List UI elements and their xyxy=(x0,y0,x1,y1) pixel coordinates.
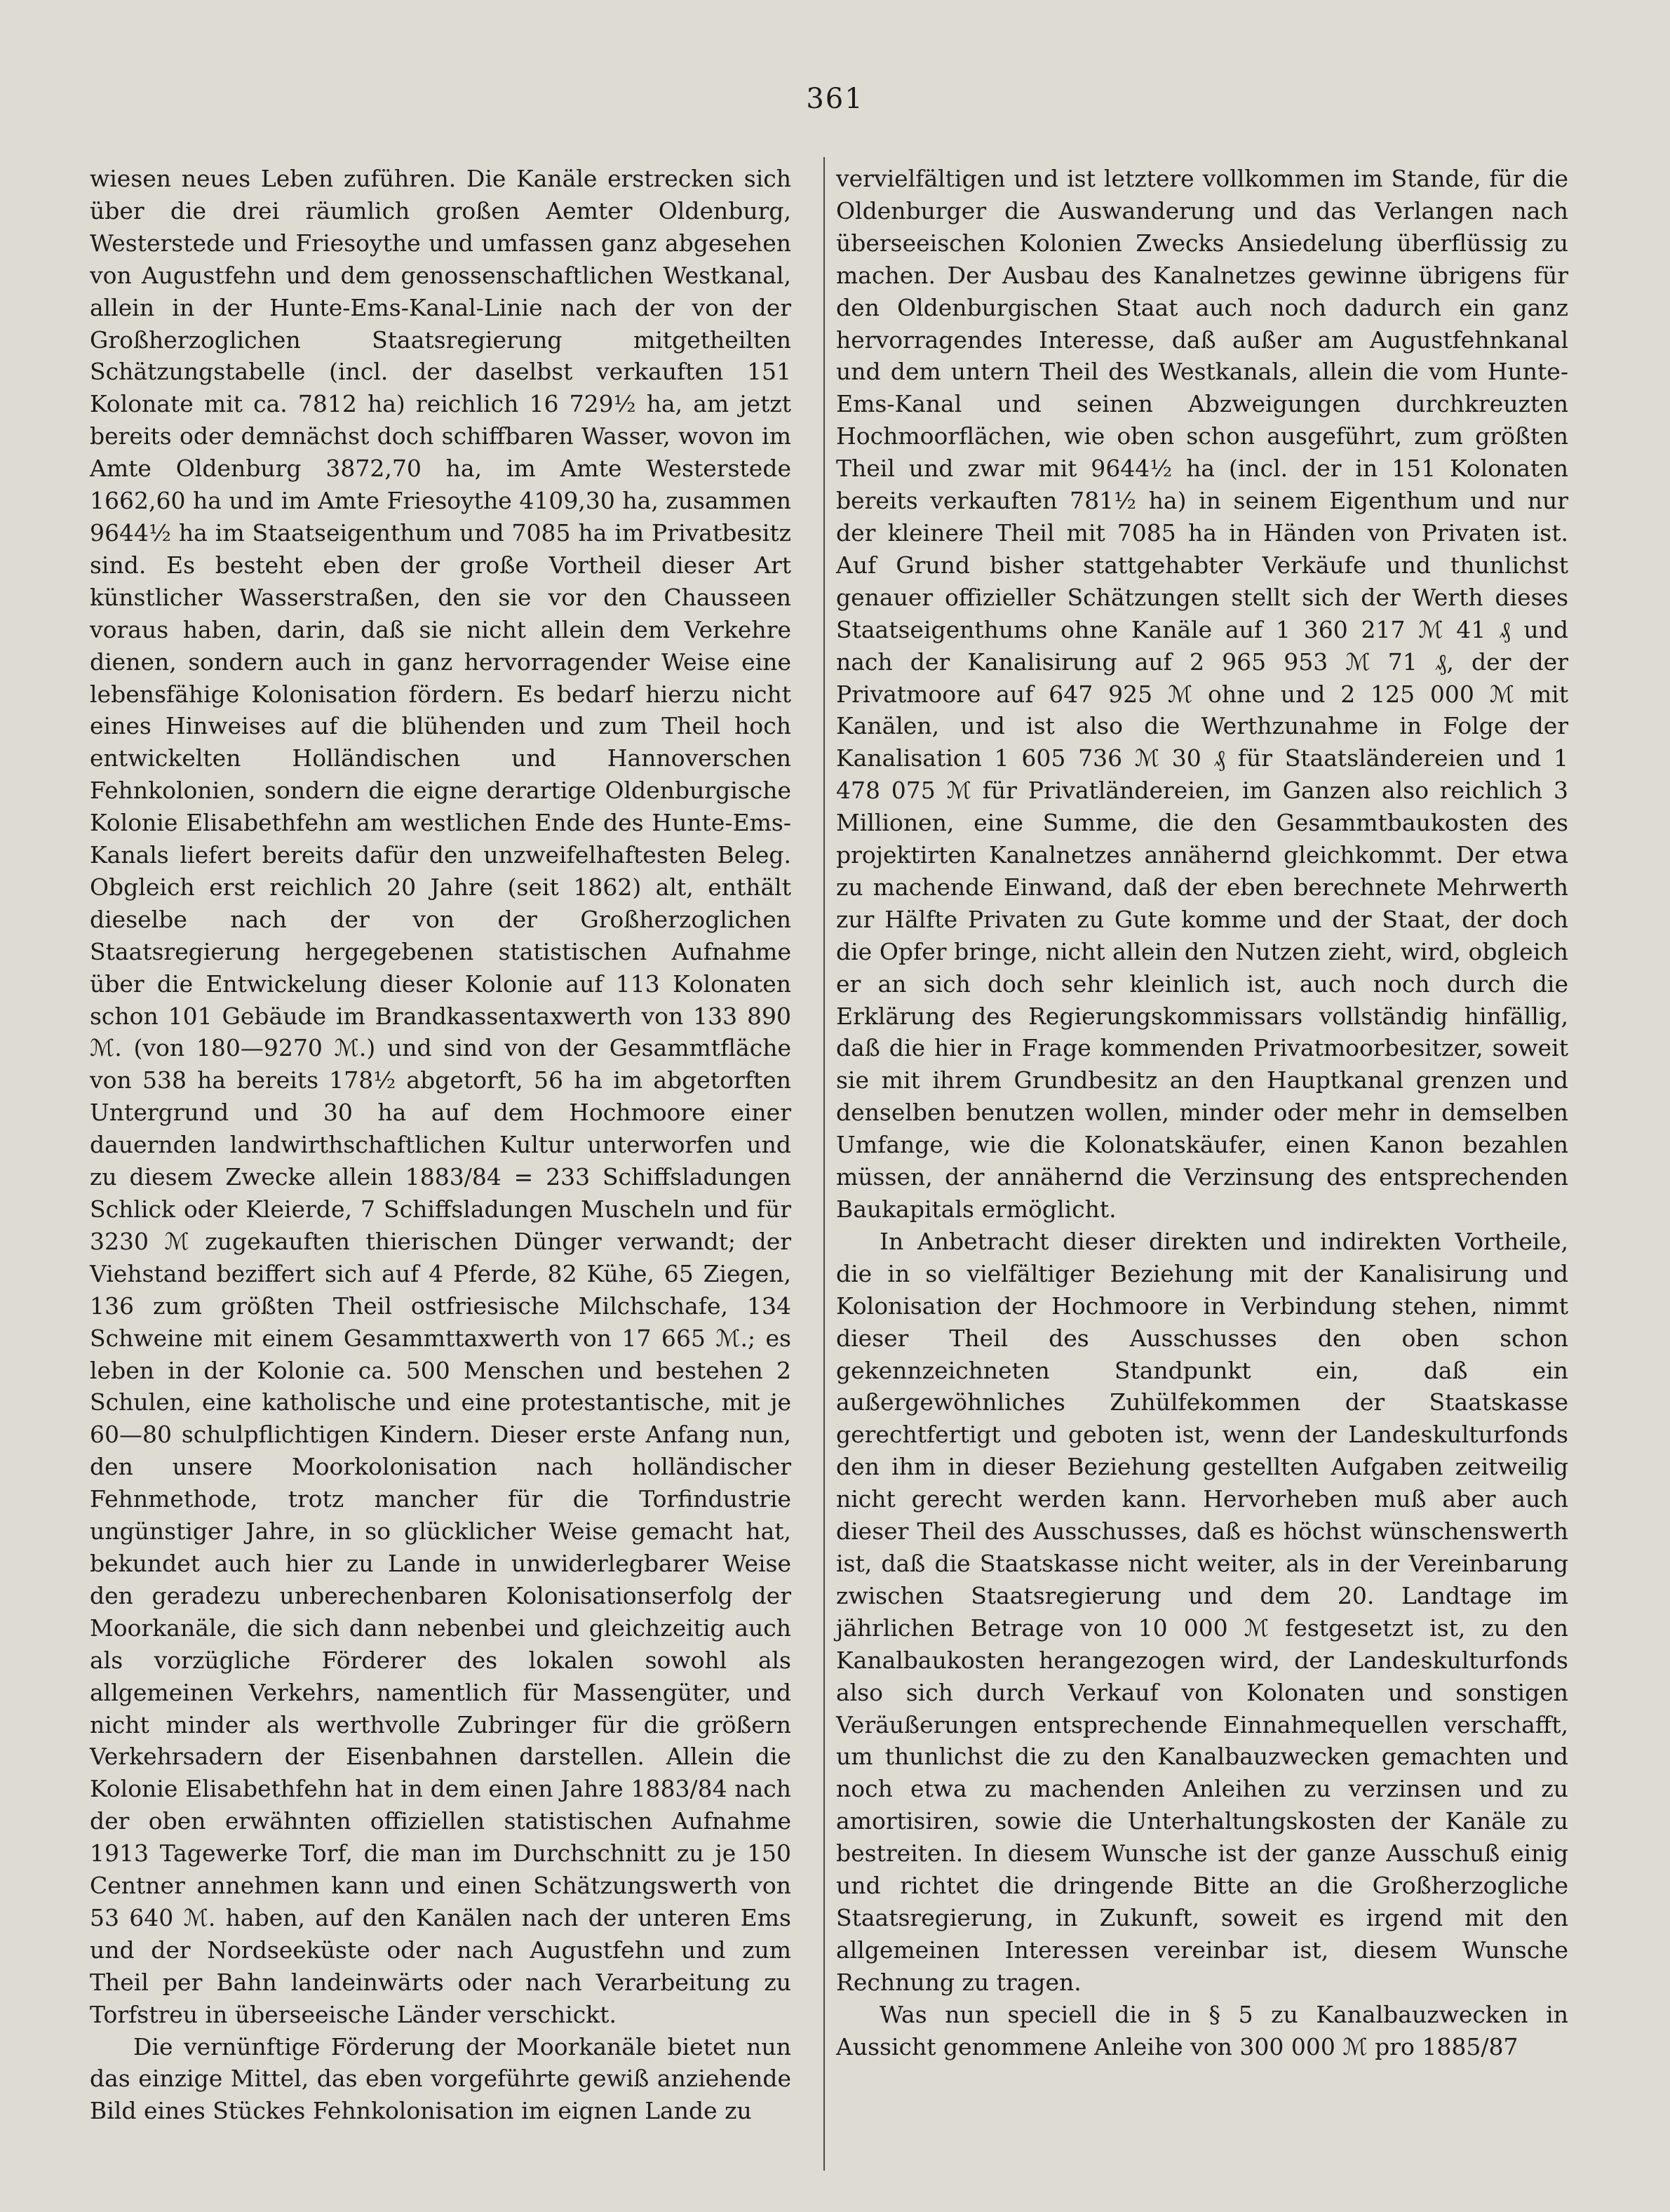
column-divider xyxy=(823,157,825,2171)
paragraph: In Anbetracht dieser direkten und indirekten Vortheile, die in so vielfältiger Beziehung mit der Kanalisirung und Kolonisation der Hochmoore in Verbindung stehen, nimmt dieser Theil des Ausschusses den oben schon gekennzeichneten Standpunkt ein, daß ein außergewöhnliches Zuhülfekommen der Staatskasse gerechtfertigt und geboten ist, wenn der Landeskulturfonds den ihm in dieser Beziehung gestellten Aufgaben zeitweilig nicht gerecht werden kann. Hervorheben muß aber auch dieser Theil des Ausschusses, daß es höchst wünschenswerth ist, daß die Staatskasse nicht weiter, als in der Vereinbarung zwischen Staatsregierung und dem 20. Landtage im jährlichen Betrage von 10 000 ℳ festgesetzt ist, zu den Kanalbaukosten herangezogen wird, der Landeskulturfonds also sich durch Verkauf von Kolonaten und sonstigen Veräußerungen entsprechende Einnahmequellen verschafft, um thunlichst die zu den Kanalbauzwecken gemachten und noch etwa zu machenden Anleihen zu verzinsen und zu amortisiren, sowie die Unterhaltungskosten der Kanäle zu bestreiten. In diesem Wunsche ist der ganze Ausschuß einig und richtet die dringende Bitte an die Großherzogliche Staatsregierung, in Zukunft, soweit es irgend mit den allgemeinen Interessen vereinbar ist, diesem Wunsche Rechnung zu tragen. xyxy=(836,1227,1568,1996)
paragraph: Die vernünftige Förderung der Moorkanäle bietet nun das einzige Mittel, das eben vorgeführte gewiß anziehende Bild eines Stückes Fehnkolonisation im eignen Lande zu xyxy=(90,2032,791,2125)
paragraph: wiesen neues Leben zuführen. Die Kanäle erstrecken sich über die drei räumlich großen Aemter Oldenburg, Westerstede und Friesoythe und umfassen ganz abgesehen von Augustfehn und dem genossenschaftlichen Westkanal, allein in der Hunte-Ems-Kanal-Linie nach der von der Großherzoglichen Staatsregierung mitgetheilten Schätzungstabelle (incl. der daselbst verkauften 151 Kolonate mit ca. 7812 ha) reichlich 16 729½ ha, am jetzt bereits oder demnächst doch schiffbaren Wasser, wovon im Amte Oldenburg 3872,70 ha, im Amte Westerstede 1662,60 ha und im Amte Friesoythe 4109,30 ha, zusammen 9644½ ha im Staatseigenthum und 7085 ha im Privatbesitz sind. Es besteht eben der große Vortheil dieser Art künstlicher Wasserstraßen, den sie vor den Chausseen voraus haben, darin, daß sie nicht allein dem Verkehre dienen, sondern auch in ganz hervorragender Weise eine lebensfähige Kolonisation fördern. Es bedarf hierzu nicht eines Hinweises auf die blühenden und zum Theil hoch entwickelten Holländischen und Hannoverschen Fehnkolonien, sondern die eigne derartige Oldenburgische Kolonie Elisabethfehn am westlichen Ende des Hunte-Ems-Kanals liefert bereits dafür den unzweifelhaftesten Beleg. Obgleich erst reichlich 20 Jahre (seit 1862) alt, enthält dieselbe nach der von der Großherzoglichen Staatsregierung hergegebenen statistischen Aufnahme über die Entwickelung dieser Kolonie auf 113 Kolonaten schon 101 Gebäude im Brandkassentaxwerth von 133 890 ℳ. (von 180—9270 ℳ.) und sind von der Gesammtfläche von 538 ha bereits 178½ abgetorft, 56 ha im abgetorften Untergrund und 30 ha auf dem Hochmoore einer dauernden landwirthschaftlichen Kultur unterworfen und zu diesem Zwecke allein 1883/84 = 233 Schiffsladungen Schlick oder Kleierde, 7 Schiffsladungen Muscheln und für 3230 ℳ zugekauften thierischen Dünger verwandt; der Viehstand beziffert sich auf 4 Pferde, 82 Kühe, 65 Ziegen, 136 zum größten Theil ostfriesische Milchschafe, 134 Schweine mit einem Gesammttaxwerth von 17 665 ℳ.; es leben in der Kolonie ca. 500 Menschen und bestehen 2 Schulen, eine katholische und eine protestantische, mit je 60—80 schulpflichtigen Kindern. Dieser erste Anfang nun, den unsere Moorkolonisation nach holländischer Fehnmethode, trotz mancher für die Torfindustrie ungünstiger Jahre, in so glücklicher Weise gemacht hat, bekundet auch hier zu Lande in unwiderlegbarer Weise den geradezu unberechenbaren Kolonisationserfolg der Moorkanäle, die sich dann nebenbei und gleichzeitig auch als vorzügliche Förderer des lokalen sowohl als allgemeinen Verkehrs, namentlich für Massengüter, und nicht minder als werthvolle Zubringer für die größern Verkehrsadern der Eisenbahnen darstellen. Allein die Kolonie Elisabethfehn hat in dem einen Jahre 1883/84 nach der oben erwähnten offiziellen statistischen Aufnahme 1913 Tagewerke Torf, die man im Durchschnitt zu je 150 Centner annehmen kann und einen Schätzungswerth von 53 640 ℳ. haben, auf den Kanälen nach der unteren Ems und der Nordseeküste oder nach Augustfehn und zum Theil per Bahn landeinwärts oder nach Verarbeitung zu Torfstreu in überseeische Länder verschickt. xyxy=(90,165,791,2028)
paragraph: vervielfältigen und ist letztere vollkommen im Stande, für die Oldenburger die Auswanderung und das Verlangen nach überseeischen Kolonien Zwecks Ansiedelung überflüssig zu machen. Der Ausbau des Kanalnetzes gewinne übrigens für den Oldenburgischen Staat auch noch dadurch ein ganz hervorragendes Interesse, daß außer am Augustfehnkanal und dem untern Theil des Westkanals, allein die vom Hunte-Ems-Kanal und seinen Abzweigungen durchkreuzten Hochmoorflächen, wie oben schon ausgeführt, zum größten Theil und zwar mit 9644½ ha (incl. der in 151 Kolonaten bereits verkauften 781½ ha) in seinem Eigenthum und nur der kleinere Theil mit 7085 ha in Händen von Privaten ist. Auf Grund bisher stattgehabter Verkäufe und thunlichst genauer offizieller Schätzungen stellt sich der Werth dieses Staatseigenthums ohne Kanäle auf 1 360 217 ℳ 41 ₰ und nach der Kanalisirung auf 2 965 953 ℳ 71 ₰, der der Privatmoore auf 647 925 ℳ ohne und 2 125 000 ℳ mit Kanälen, und ist also die Werthzunahme in Folge der Kanalisation 1 605 736 ℳ 30 ₰ für Staatsländereien und 1 478 075 ℳ für Privatländereien, im Ganzen also reichlich 3 Millionen, eine Summe, die den Gesammtbaukosten des projektirten Kanalnetzes annähernd gleichkommt. Der etwa zu machende Einwand, daß der eben berechnete Mehrwerth zur Hälfte Privaten zu Gute komme und der Staat, der doch die Opfer bringe, nicht allein den Nutzen zieht, wird, obgleich er an sich doch sehr kleinlich ist, auch noch durch die Erklärung des Regierungskommissars vollständig hinfällig, daß die hier in Frage kommenden Privatmoorbesitzer, soweit sie mit ihrem Grundbesitz an den Hauptkanal grenzen und denselben benutzen wollen, minder oder mehr in demselben Umfange, wie die Kolonatskäufer, einen Kanon bezahlen müssen, der annähernd die Verzinsung des entsprechenden Baukapitals ermöglicht. xyxy=(836,165,1568,1223)
left-column xyxy=(90,163,791,2127)
right-column xyxy=(836,163,1568,2063)
paragraph: Was nun speciell die in § 5 zu Kanalbauzwecken in Aussicht genommene Anleihe von 300 000 ℳ pro 1885/87 xyxy=(836,2000,1568,2060)
page-number: 361 xyxy=(806,83,864,115)
